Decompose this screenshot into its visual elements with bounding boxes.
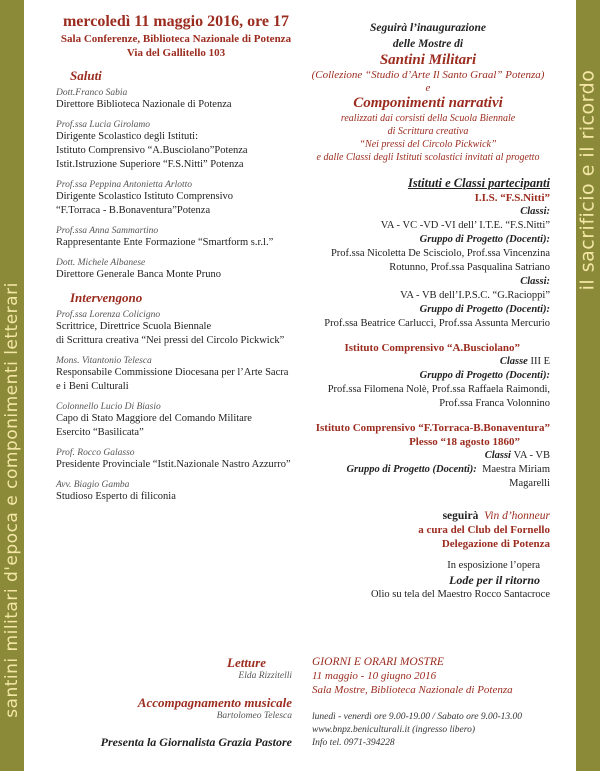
iis-gruppo2-label: Gruppo di Progetto (Docenti): xyxy=(419,304,550,315)
orari-place: Sala Mostre, Biblioteca Nazionale di Potenza xyxy=(312,684,513,696)
iis-gruppo-label: Gruppo di Progetto (Docenti): xyxy=(419,234,550,245)
presenter: Presenta la Giornalista Grazia Pastore xyxy=(100,735,292,749)
iis-classi2-label: Classi: xyxy=(520,276,550,287)
person xyxy=(56,402,296,440)
left-banner xyxy=(0,0,24,771)
iis-gruppo: Rotunno, Prof.ssa Pasqualina Satriano xyxy=(389,262,550,273)
person xyxy=(56,258,296,282)
busciolano-classe-label: Classe xyxy=(499,356,528,367)
person-role: “F.Torraca - B.Bonaventura”Potenza xyxy=(56,205,211,216)
right-banner xyxy=(576,0,600,771)
person xyxy=(56,480,296,504)
person-role: Istit.Istruzione Superiore “F.S.Nitti” Potenza xyxy=(56,159,244,170)
person xyxy=(56,356,296,394)
vin-club: a cura del Club del Fornello xyxy=(418,524,550,536)
espo-title: Lode per il ritorno xyxy=(448,573,540,587)
iis-classi-label: Classi: xyxy=(520,206,550,217)
left-footer xyxy=(56,655,292,750)
person-name: Dott.Franco Sabia xyxy=(56,88,128,98)
person-name: Prof.ssa Anna Sammartino xyxy=(56,226,159,236)
letture-name: Elda Rizzitelli xyxy=(238,671,292,681)
person-name: Prof.ssa Peppina Antonietta Arlotto xyxy=(56,180,192,190)
comp-line: di Scrittura creativa xyxy=(387,126,469,137)
torraca-classi-label: Classi xyxy=(484,450,511,461)
person-role: Dirigente Scolastico degli Istituti: xyxy=(56,131,199,142)
person-role: Capo di Stato Maggiore del Comando Militare xyxy=(56,413,252,424)
busciolano-gruppo: Prof.ssa Filomena Nolè, Prof.ssa Raffaela Raimondi, xyxy=(327,384,550,395)
saluti-list xyxy=(56,88,296,282)
person xyxy=(56,120,296,172)
person-role: Responsabile Commissione Diocesana per l’Arte Sacra xyxy=(56,367,289,378)
person xyxy=(56,180,296,218)
person-name: Prof. Rocco Galasso xyxy=(56,448,135,458)
espo-line3: Olio su tela del Maestro Rocco Santacroce xyxy=(370,589,550,600)
orari-tel: Info tel. 0971-394228 xyxy=(312,738,395,748)
espo-line1: In esposizione l’opera xyxy=(447,560,540,571)
person-role: Direttore Biblioteca Nazionale di Potenza xyxy=(56,99,232,110)
componimenti-title: Componimenti narrativi xyxy=(353,95,503,111)
and-word: e xyxy=(425,82,431,94)
torraca-gruppo-value: Maestra Miriam Magarelli xyxy=(482,464,550,489)
vin-delegazione: Delegazione di Potenza xyxy=(441,538,550,550)
torraca-gruppo xyxy=(306,463,550,491)
person-name: Prof.ssa Lucia Girolamo xyxy=(56,120,151,130)
torraca-name: Istituto Comprensivo “F.Torraca-B.Bonaventura” xyxy=(315,422,550,434)
letture-heading: Letture xyxy=(227,655,266,670)
person-role: e i Beni Culturali xyxy=(56,381,129,392)
busciolano-name: Istituto Comprensivo “A.Busciolano” xyxy=(344,342,520,354)
torraca-classi-value: VA - VB xyxy=(513,450,550,461)
person-name: Avv. Biagio Gamba xyxy=(56,480,130,490)
left-column xyxy=(56,12,296,512)
intervengono-heading: Intervengono xyxy=(70,290,143,305)
accompagnamento-heading: Accompagnamento musicale xyxy=(137,695,292,710)
person-role: di Scrittura creativa “Nei pressi del Circolo Pickwick” xyxy=(56,335,285,346)
accompagnamento-name: Bartolomeo Telesca xyxy=(216,711,292,721)
comp-line: realizzati dai corsisti della Scuola Biennale xyxy=(340,113,516,124)
orari-hours: lunedì - venerdì ore 9.00-19.00 / Sabato ore 9.00-13.00 xyxy=(312,712,523,722)
iis-gruppo2: Prof.ssa Beatrice Carlucci, Prof.ssa Assunta Mercurio xyxy=(324,318,550,329)
collezione: (Collezione “Studio d’Arte Il Santo Graal” Potenza) xyxy=(311,69,545,81)
orari-title: GIORNI E ORARI MOSTRE xyxy=(312,656,444,668)
person-role: Studioso Esperto di filiconia xyxy=(56,491,176,502)
saluti-heading: Saluti xyxy=(70,68,102,83)
comp-line: e dalle Classi degli Istituti scolastici invitati al progetto xyxy=(316,152,540,163)
vin-title: Vin d’honneur xyxy=(484,510,550,522)
person-name: Mons. Vitantonio Telesca xyxy=(56,356,152,366)
person-role: Presidente Provinciale “Istit.Nazionale Nastro Azzurro” xyxy=(56,459,291,470)
vin-line xyxy=(306,509,550,523)
comp-line: “Nei pressi del Circolo Pickwick” xyxy=(359,139,497,150)
istituti-heading: Istituti e Classi partecipanti xyxy=(407,176,550,190)
person xyxy=(56,310,296,348)
intervengono-list xyxy=(56,310,296,504)
busciolano-classe xyxy=(306,355,550,369)
orari-dates: 11 maggio - 10 giugno 2016 xyxy=(312,670,437,682)
right-column xyxy=(306,20,550,602)
busciolano-gruppo: Prof.ssa Franca Volonnino xyxy=(439,398,550,409)
left-banner-text: santini militari d'epoca e componimenti letterari xyxy=(2,282,22,718)
person-name: Colonnello Lucio Di Biasio xyxy=(56,402,161,412)
iis-classi: VA - VC -VD -VI dell’ I.T.E. “F.S.Nitti” xyxy=(380,220,550,231)
santini-title: Santini Militari xyxy=(379,52,477,68)
iis-name: I.I.S. “F.S.Nitti” xyxy=(474,192,550,204)
inauguration-line1: Seguirà l’inaugurazione xyxy=(370,22,486,34)
torraca-gruppo-label: Gruppo di Progetto (Docenti): xyxy=(346,464,477,475)
person-role: Direttore Generale Banca Monte Pruno xyxy=(56,269,222,280)
person-name: Dott. Michele Albanese xyxy=(56,258,146,268)
busciolano-gruppo-label: Gruppo di Progetto (Docenti): xyxy=(419,370,550,381)
inauguration-line2: delle Mostre di xyxy=(392,38,464,50)
event-date: mercoledì 11 maggio 2016, ore 17 xyxy=(62,13,290,30)
torraca-classi xyxy=(306,449,550,463)
vin-seguira: seguirà xyxy=(442,510,479,522)
torraca-plesso: Plesso “18 agosto 1860” xyxy=(409,436,520,448)
iis-gruppo: Prof.ssa Nicoletta De Scisciolo, Prof.ssa Vincenzina xyxy=(330,248,550,259)
event-venue: Sala Conferenze, Biblioteca Nazionale di Potenza xyxy=(60,33,292,45)
right-banner-text: il sacrificio e il ricordo xyxy=(577,69,599,291)
person xyxy=(56,88,296,112)
person-role: Istituto Comprensivo “A.Busciolano”Potenza xyxy=(56,145,248,156)
person-role: Scrittrice, Direttrice Scuola Biennale xyxy=(56,321,212,332)
person-role: Esercito “Basilicata” xyxy=(56,427,144,438)
right-footer xyxy=(312,655,552,750)
person-role: Dirigente Scolastico Istituto Comprensivo xyxy=(56,191,234,202)
person-name: Prof.ssa Lorenza Colicigno xyxy=(56,310,161,320)
iis-classi2: VA - VB dell’I.P.S.C. “G.Racioppi” xyxy=(400,290,550,301)
person xyxy=(56,226,296,250)
busciolano-classe-value: III E xyxy=(530,356,550,367)
event-address: Via del Gallitello 103 xyxy=(126,47,226,59)
person xyxy=(56,448,296,472)
person-role: Rappresentante Ente Formazione “Smartform s.r.l.” xyxy=(56,237,274,248)
orari-web: www.bnpz.beniculturali.it (ingresso libero) xyxy=(312,725,475,735)
